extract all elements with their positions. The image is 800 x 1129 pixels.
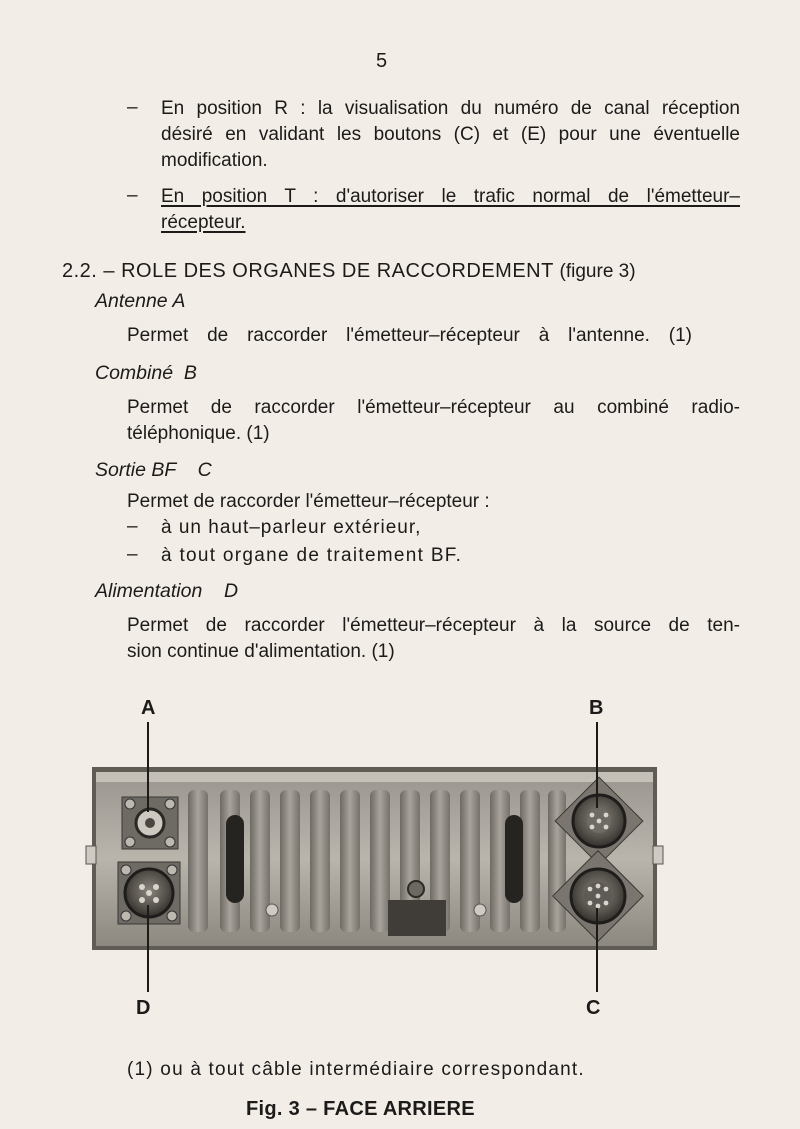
callout-a: A [141, 697, 156, 719]
antenna-connector [122, 797, 178, 849]
item-text: Permet de raccorder l'émetteur–récepteur à la source de ten- [127, 615, 740, 636]
section-heading-text: 2.2. – ROLE DES ORGANES DE RACCORDEMENT [62, 260, 554, 282]
callout-b: B [589, 697, 604, 719]
list-item-line: modification. [161, 150, 268, 171]
figure-caption: Fig. 3 – FACE ARRIERE [246, 1098, 475, 1120]
callout-c: C [586, 997, 601, 1019]
list-dash: – [127, 185, 138, 206]
sub-dash: – [127, 516, 138, 537]
sub-item: à tout organe de traitement BF. [161, 545, 463, 566]
item-text: Permet de raccorder l'émetteur–récepteur au combiné radio- [127, 397, 740, 418]
footnote: (1) ou à tout câble intermédiaire correspondant. [127, 1059, 585, 1080]
callout-d: D [136, 997, 151, 1019]
item-text: téléphonique. (1) [127, 423, 270, 444]
list-item-line: désiré en validant les boutons (C) et (E) pour une éventuelle [161, 124, 740, 145]
item-title-alimentation: Alimentation D [95, 580, 239, 602]
item-title-sortie-bf: Sortie BF C [95, 459, 212, 481]
item-text: sion continue d'alimentation. (1) [127, 641, 395, 662]
sub-item: à un haut–parleur extérieur, [161, 517, 422, 538]
sub-dash: – [127, 544, 138, 565]
page-number: 5 [376, 50, 388, 72]
list-item-line: En position R : la visualisation du numéro de canal réception [161, 98, 740, 119]
item-title-antenne: Antenne A [95, 290, 186, 312]
list-item-line-underlined: récepteur. [161, 212, 246, 233]
item-text: Permet de raccorder l'émetteur–récepteur à l'antenne. (1) [127, 325, 692, 346]
list-dash: – [127, 97, 138, 118]
item-title-combine: Combiné B [95, 362, 197, 384]
item-text: Permet de raccorder l'émetteur–récepteur : [127, 491, 490, 512]
list-item-line-underlined: En position T : d'autoriser le trafic normal de l'émetteur– [161, 186, 740, 207]
section-heading-ref: (figure 3) [559, 261, 636, 282]
